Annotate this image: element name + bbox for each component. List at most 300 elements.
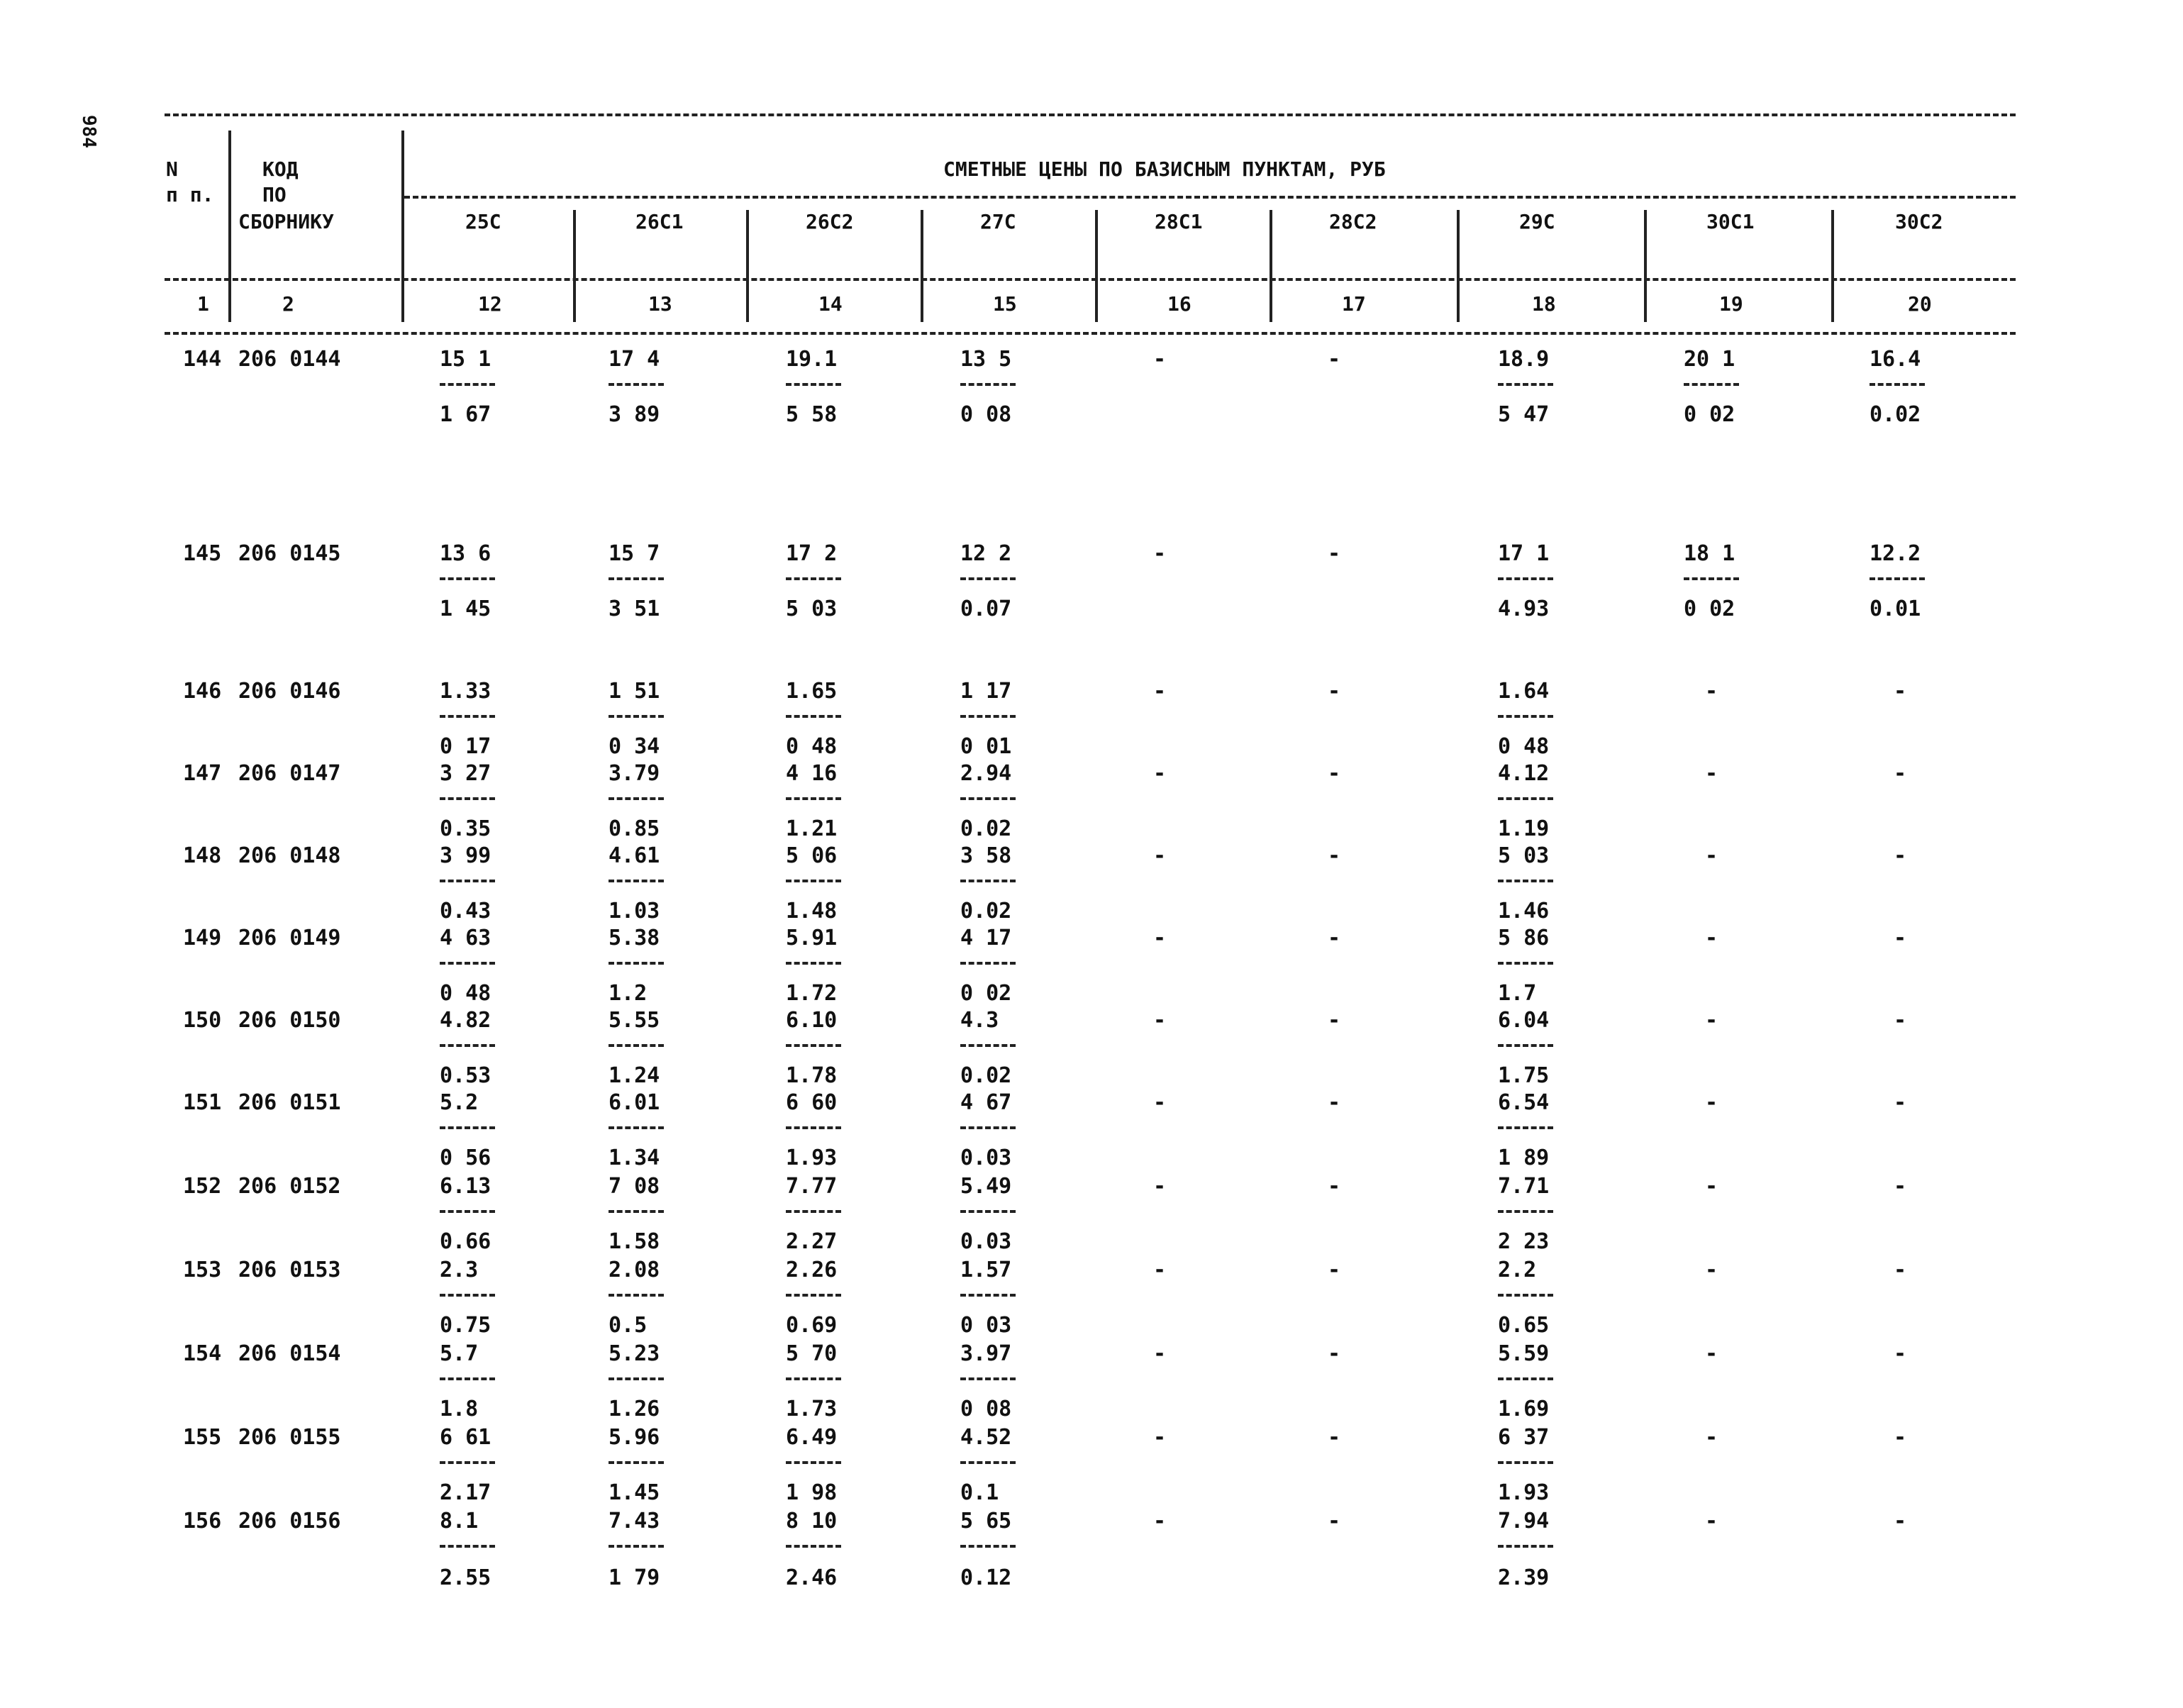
transport-value: 5 47	[1498, 402, 1550, 427]
subcolumn-header: 26С1	[635, 210, 684, 233]
fraction-line	[609, 1294, 664, 1297]
fraction-line	[1498, 1294, 1553, 1297]
row-code: 206 0152	[238, 1174, 341, 1199]
transport-value: 0.01	[1870, 597, 1921, 621]
fraction-line	[786, 880, 841, 882]
transport-value: 4.93	[1498, 597, 1550, 621]
transport-value: 1.24	[609, 1063, 660, 1088]
fraction-line	[609, 1461, 664, 1464]
fraction-line	[440, 1461, 495, 1464]
fraction-line	[1684, 383, 1739, 386]
price-value: 4.12	[1498, 761, 1550, 786]
transport-value: 0 34	[609, 734, 660, 759]
price-value: 6.13	[440, 1174, 491, 1199]
empty-dash: -	[1894, 1425, 1907, 1450]
fraction-line	[440, 715, 495, 718]
fraction-line	[1498, 1044, 1553, 1047]
fraction-line	[609, 715, 664, 718]
transport-value: 3 51	[609, 597, 660, 621]
transport-value: 0.35	[440, 816, 491, 841]
empty-dash: -	[1328, 1509, 1341, 1534]
group-rule	[404, 196, 2016, 199]
price-value: 17 1	[1498, 541, 1550, 566]
price-value: 1 51	[609, 679, 660, 704]
transport-value: 0.07	[960, 597, 1012, 621]
fraction-line	[960, 1294, 1016, 1297]
price-value: 2.08	[609, 1258, 660, 1282]
price-value: 5 70	[786, 1341, 838, 1366]
transport-value: 1 89	[1498, 1146, 1550, 1170]
price-value: 12.2	[1870, 541, 1921, 566]
empty-dash: -	[1705, 926, 1718, 950]
transport-value: 1.26	[609, 1397, 660, 1421]
fraction-line	[1498, 577, 1553, 580]
price-value: 4 17	[960, 926, 1012, 950]
price-value: 15 1	[440, 347, 491, 372]
empty-dash: -	[1328, 679, 1341, 704]
empty-dash: -	[1328, 1341, 1341, 1366]
row-code: 206 0151	[238, 1090, 341, 1115]
empty-dash: -	[1705, 1008, 1718, 1033]
column-number: 1	[197, 292, 209, 316]
price-value: 5.96	[609, 1425, 660, 1450]
fraction-line	[960, 1126, 1016, 1129]
transport-value: 1.46	[1498, 899, 1550, 924]
empty-dash: -	[1328, 761, 1341, 786]
subcolumn-header: 30С1	[1706, 210, 1755, 233]
empty-dash: -	[1328, 1008, 1341, 1033]
header-divider	[1644, 210, 1647, 322]
transport-value: 2.46	[786, 1565, 838, 1590]
column-number: 18	[1532, 292, 1556, 316]
transport-value: 0 48	[440, 981, 491, 1006]
price-value: 2.26	[786, 1258, 838, 1282]
fraction-line	[440, 1126, 495, 1129]
column-number: 14	[818, 292, 843, 316]
transport-value: 0.75	[440, 1313, 491, 1338]
subcolumn-header: 28С2	[1329, 210, 1377, 233]
fraction-line	[786, 1545, 841, 1548]
transport-value: 1.78	[786, 1063, 838, 1088]
row-code: 206 0147	[238, 761, 341, 786]
row-number: 144	[183, 347, 222, 372]
fraction-line	[609, 880, 664, 882]
empty-dash: -	[1705, 761, 1718, 786]
price-value: 19.1	[786, 347, 838, 372]
price-value: 8 10	[786, 1509, 838, 1534]
fraction-line	[609, 1044, 664, 1047]
price-value: 5.23	[609, 1341, 660, 1366]
price-value: 5 86	[1498, 926, 1550, 950]
price-value: 17 4	[609, 347, 660, 372]
header-divider	[1457, 210, 1460, 322]
transport-value: 0 08	[960, 402, 1012, 427]
price-value: 5.59	[1498, 1341, 1550, 1366]
empty-dash: -	[1894, 1341, 1907, 1366]
fraction-line	[786, 1126, 841, 1129]
price-value: 17 2	[786, 541, 838, 566]
transport-value: 1 79	[609, 1565, 660, 1590]
empty-dash: -	[1894, 1008, 1907, 1033]
row-number: 151	[183, 1090, 222, 1115]
transport-value: 1.7	[1498, 981, 1537, 1006]
transport-value: 0.02	[960, 899, 1012, 924]
price-value: 18 1	[1684, 541, 1735, 566]
fraction-line	[786, 383, 841, 386]
fraction-line	[786, 1294, 841, 1297]
price-value: 6.10	[786, 1008, 838, 1033]
empty-dash: -	[1705, 1174, 1718, 1199]
fraction-line	[786, 797, 841, 800]
fraction-line	[609, 577, 664, 580]
price-value: 5 03	[1498, 843, 1550, 868]
transport-value: 1.69	[1498, 1397, 1550, 1421]
fraction-line	[960, 1044, 1016, 1047]
price-value: 3 58	[960, 843, 1012, 868]
header-divider	[1270, 210, 1272, 322]
subcolumn-header: 25С	[465, 210, 501, 233]
price-value: 1.33	[440, 679, 491, 704]
transport-value: 1.34	[609, 1146, 660, 1170]
price-value: 1.65	[786, 679, 838, 704]
transport-value: 0 17	[440, 734, 491, 759]
transport-value: 0.02	[960, 816, 1012, 841]
fraction-line	[609, 383, 664, 386]
empty-dash: -	[1705, 1425, 1718, 1450]
fraction-line	[1498, 1210, 1553, 1213]
transport-value: 0 02	[1684, 597, 1735, 621]
transport-value: 0.66	[440, 1229, 491, 1254]
empty-dash: -	[1153, 761, 1167, 786]
price-value: 4 16	[786, 761, 838, 786]
price-value: 4.61	[609, 843, 660, 868]
header-code-1: КОД	[262, 157, 299, 181]
empty-dash: -	[1153, 679, 1167, 704]
transport-value: 0.03	[960, 1229, 1012, 1254]
price-value: 5 65	[960, 1509, 1012, 1534]
empty-dash: -	[1894, 679, 1907, 704]
header-divider	[1831, 210, 1834, 322]
transport-value: 2.17	[440, 1480, 491, 1505]
empty-dash: -	[1153, 1425, 1167, 1450]
transport-value: 0 48	[786, 734, 838, 759]
column-number: 16	[1167, 292, 1192, 316]
row-code: 206 0146	[238, 679, 341, 704]
transport-value: 0.02	[1870, 402, 1921, 427]
fraction-line	[1684, 577, 1739, 580]
fraction-line	[1498, 880, 1553, 882]
price-value: 7.71	[1498, 1174, 1550, 1199]
price-value: 4.52	[960, 1425, 1012, 1450]
column-number: 2	[282, 292, 294, 316]
fraction-line	[786, 577, 841, 580]
fraction-line	[440, 1294, 495, 1297]
fraction-line	[440, 1377, 495, 1380]
transport-value: 0.5	[609, 1313, 648, 1338]
price-value: 5.49	[960, 1174, 1012, 1199]
fraction-line	[440, 1044, 495, 1047]
transport-value: 0.43	[440, 899, 491, 924]
empty-dash: -	[1705, 1258, 1718, 1282]
price-value: 4.3	[960, 1008, 999, 1033]
colnum-rule	[165, 332, 2016, 335]
fraction-line	[440, 880, 495, 882]
empty-dash: -	[1705, 679, 1718, 704]
transport-value: 5 58	[786, 402, 838, 427]
price-value: 4 63	[440, 926, 491, 950]
fraction-line	[786, 962, 841, 965]
fraction-line	[786, 1461, 841, 1464]
price-value: 1 17	[960, 679, 1012, 704]
empty-dash: -	[1153, 843, 1167, 868]
price-value: 6.49	[786, 1425, 838, 1450]
price-value: 5.38	[609, 926, 660, 950]
transport-value: 0.53	[440, 1063, 491, 1088]
transport-value: 2.39	[1498, 1565, 1550, 1590]
empty-dash: -	[1153, 1258, 1167, 1282]
fraction-line	[1498, 797, 1553, 800]
price-value: 6 60	[786, 1090, 838, 1115]
transport-value: 0 08	[960, 1397, 1012, 1421]
row-code: 206 0154	[238, 1341, 341, 1366]
transport-value: 1.73	[786, 1397, 838, 1421]
fraction-line	[1498, 962, 1553, 965]
header-divider	[573, 210, 576, 322]
transport-value: 0.85	[609, 816, 660, 841]
empty-dash: -	[1328, 843, 1341, 868]
transport-value: 1.8	[440, 1397, 479, 1421]
price-value: 7.94	[1498, 1509, 1550, 1534]
price-value: 5 06	[786, 843, 838, 868]
empty-dash: -	[1894, 1090, 1907, 1115]
price-value: 15 7	[609, 541, 660, 566]
price-value: 6 37	[1498, 1425, 1550, 1450]
price-value: 3 99	[440, 843, 491, 868]
empty-dash: -	[1153, 1008, 1167, 1033]
fraction-line	[960, 1377, 1016, 1380]
subcolumn-header: 30С2	[1895, 210, 1943, 233]
empty-dash: -	[1328, 1258, 1341, 1282]
row-code: 206 0145	[238, 541, 341, 566]
empty-dash: -	[1328, 1090, 1341, 1115]
row-code: 206 0153	[238, 1258, 341, 1282]
transport-value: 1.75	[1498, 1063, 1550, 1088]
fraction-line	[960, 797, 1016, 800]
fraction-line	[786, 1044, 841, 1047]
empty-dash: -	[1328, 1425, 1341, 1450]
price-value: 1.57	[960, 1258, 1012, 1282]
fraction-line	[1498, 1377, 1553, 1380]
column-number: 13	[648, 292, 672, 316]
transport-value: 1.58	[609, 1229, 660, 1254]
fraction-line	[609, 1545, 664, 1548]
header-divider	[921, 210, 923, 322]
fraction-line	[1870, 383, 1925, 386]
empty-dash: -	[1894, 761, 1907, 786]
row-number: 153	[183, 1258, 222, 1282]
row-number: 145	[183, 541, 222, 566]
empty-dash: -	[1153, 1174, 1167, 1199]
empty-dash: -	[1328, 541, 1341, 566]
empty-dash: -	[1328, 1174, 1341, 1199]
header-divider	[228, 131, 231, 322]
price-value: 13 6	[440, 541, 491, 566]
empty-dash: -	[1328, 347, 1341, 372]
fraction-line	[440, 1210, 495, 1213]
transport-value: 1.93	[1498, 1480, 1550, 1505]
transport-value: 3 89	[609, 402, 660, 427]
transport-value: 0.12	[960, 1565, 1012, 1590]
transport-value: 1.21	[786, 816, 838, 841]
transport-value: 1.19	[1498, 816, 1550, 841]
fraction-line	[1498, 1545, 1553, 1548]
price-value: 5.2	[440, 1090, 479, 1115]
empty-dash: -	[1894, 843, 1907, 868]
empty-dash: -	[1894, 1258, 1907, 1282]
empty-dash: -	[1328, 926, 1341, 950]
row-code: 206 0155	[238, 1425, 341, 1450]
subcolumn-header: 29С	[1519, 210, 1555, 233]
fraction-line	[609, 962, 664, 965]
empty-dash: -	[1705, 1509, 1718, 1534]
row-number: 148	[183, 843, 222, 868]
empty-dash: -	[1705, 1090, 1718, 1115]
price-value: 20 1	[1684, 347, 1735, 372]
price-value: 5.91	[786, 926, 838, 950]
fraction-line	[1498, 715, 1553, 718]
fraction-line	[440, 1545, 495, 1548]
header-divider	[401, 131, 404, 322]
header-n-pp: п п.	[166, 183, 214, 206]
row-number: 150	[183, 1008, 222, 1033]
empty-dash: -	[1705, 1341, 1718, 1366]
price-value: 8.1	[440, 1509, 479, 1534]
price-value: 16.4	[1870, 347, 1921, 372]
header-code-2: ПО	[262, 183, 287, 206]
price-value: 5.55	[609, 1008, 660, 1033]
transport-value: 0 03	[960, 1313, 1012, 1338]
row-number: 149	[183, 926, 222, 950]
empty-dash: -	[1153, 1341, 1167, 1366]
fraction-line	[440, 962, 495, 965]
price-value: 13 5	[960, 347, 1012, 372]
row-code: 206 0144	[238, 347, 341, 372]
fraction-line	[786, 1210, 841, 1213]
price-value: 4 67	[960, 1090, 1012, 1115]
column-number: 19	[1719, 292, 1743, 316]
empty-dash: -	[1153, 347, 1167, 372]
price-value: 2.2	[1498, 1258, 1537, 1282]
transport-value: 1.03	[609, 899, 660, 924]
empty-dash: -	[1153, 1090, 1167, 1115]
transport-value: 0 02	[960, 981, 1012, 1006]
row-code: 206 0149	[238, 926, 341, 950]
fraction-line	[786, 1377, 841, 1380]
transport-value: 0 56	[440, 1146, 491, 1170]
price-value: 2.3	[440, 1258, 479, 1282]
transport-value: 0.65	[1498, 1313, 1550, 1338]
price-value: 7.77	[786, 1174, 838, 1199]
subcolumn-header: 26С2	[806, 210, 854, 233]
transport-value: 1.72	[786, 981, 838, 1006]
fraction-line	[1498, 1461, 1553, 1464]
row-number: 146	[183, 679, 222, 704]
fraction-line	[960, 1210, 1016, 1213]
fraction-line	[960, 383, 1016, 386]
column-number: 17	[1342, 292, 1366, 316]
price-value: 2.94	[960, 761, 1012, 786]
row-code: 206 0156	[238, 1509, 341, 1534]
header-code-3: СБОРНИКУ	[238, 210, 334, 233]
transport-value: 0 01	[960, 734, 1012, 759]
transport-value: 0 48	[1498, 734, 1550, 759]
subhead-rule	[165, 278, 2016, 281]
fraction-line	[786, 715, 841, 718]
transport-value: 1.2	[609, 981, 648, 1006]
fraction-line	[960, 1461, 1016, 1464]
fraction-line	[609, 797, 664, 800]
page-number: 984	[78, 115, 99, 148]
transport-value: 0 02	[1684, 402, 1735, 427]
transport-value: 1.48	[786, 899, 838, 924]
row-code: 206 0148	[238, 843, 341, 868]
row-number: 152	[183, 1174, 222, 1199]
transport-value: 2.55	[440, 1565, 491, 1590]
transport-value: 1 45	[440, 597, 491, 621]
fraction-line	[440, 577, 495, 580]
price-value: 3 27	[440, 761, 491, 786]
transport-value: 2.27	[786, 1229, 838, 1254]
subcolumn-header: 28С1	[1155, 210, 1203, 233]
transport-value: 0.02	[960, 1063, 1012, 1088]
fraction-line	[960, 715, 1016, 718]
price-value: 6.54	[1498, 1090, 1550, 1115]
price-value: 1.64	[1498, 679, 1550, 704]
header-group-title: СМЕТНЫЕ ЦЕНЫ ПО БАЗИСНЫМ ПУНКТАМ, РУБ	[943, 157, 1386, 181]
empty-dash: -	[1894, 926, 1907, 950]
price-value: 6.01	[609, 1090, 660, 1115]
header-divider	[1095, 210, 1098, 322]
empty-dash: -	[1153, 1509, 1167, 1534]
row-number: 147	[183, 761, 222, 786]
transport-value: 1.45	[609, 1480, 660, 1505]
fraction-line	[960, 1545, 1016, 1548]
fraction-line	[1498, 1126, 1553, 1129]
column-number: 15	[993, 292, 1017, 316]
price-value: 3.79	[609, 761, 660, 786]
empty-dash: -	[1153, 541, 1167, 566]
price-value: 4.82	[440, 1008, 491, 1033]
fraction-line	[960, 880, 1016, 882]
row-number: 154	[183, 1341, 222, 1366]
transport-value: 0.1	[960, 1480, 999, 1505]
price-value: 12 2	[960, 541, 1012, 566]
row-number: 155	[183, 1425, 222, 1450]
transport-value: 0.03	[960, 1146, 1012, 1170]
fraction-line	[440, 383, 495, 386]
transport-value: 2 23	[1498, 1229, 1550, 1254]
fraction-line	[1870, 577, 1925, 580]
row-code: 206 0150	[238, 1008, 341, 1033]
empty-dash: -	[1894, 1174, 1907, 1199]
price-value: 6.04	[1498, 1008, 1550, 1033]
subcolumn-header: 27С	[980, 210, 1016, 233]
empty-dash: -	[1153, 926, 1167, 950]
fraction-line	[440, 797, 495, 800]
transport-value: 5 03	[786, 597, 838, 621]
fraction-line	[960, 962, 1016, 965]
header-divider	[746, 210, 749, 322]
